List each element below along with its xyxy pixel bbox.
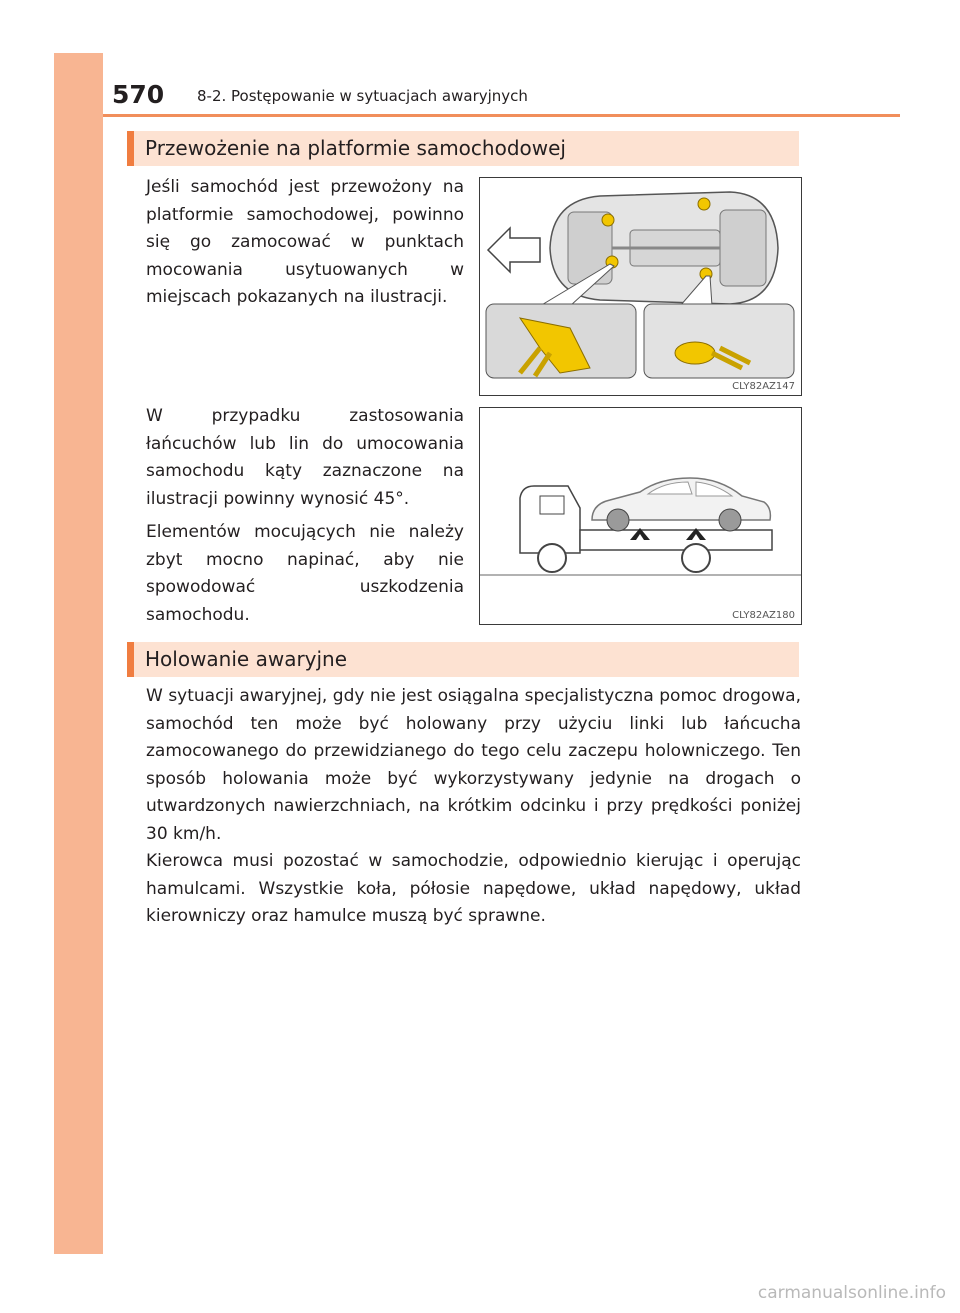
watermark: carmanualsonline.info <box>757 1283 946 1303</box>
truck-wheel-rear <box>682 544 710 572</box>
rear-hook-ring <box>675 342 715 364</box>
paragraph: Kierowca musi pozostać w samochodzie, odpowiednio kierując i operując hamulcami. Wszystkie koła, półosie napędowe, układ napędowy, układ kierowniczy oraz hamulce muszą być sprawne. <box>146 851 801 926</box>
paragraph: Jeśli samochód jest przewożony na platformie samochodowej, powinno się go zamocować w punktach mocowania usytuowanych w miejscach pokazanych na ilustracji. <box>146 177 464 307</box>
platform-intro-text <box>146 174 464 312</box>
paragraph: W przypadku zastosowania łańcuchów lub lin do umocowania samochodu kąty zaznaczone na ilustracji powinny wynosić 45°. <box>146 406 464 509</box>
front-arrow-icon <box>488 228 540 272</box>
tie-down-illustration <box>480 178 801 395</box>
section-accent <box>127 642 134 677</box>
tie-down-points-figure <box>479 177 802 396</box>
rear-anchor-point <box>698 198 710 210</box>
car-wheel-rear <box>719 509 741 531</box>
section-title: Holowanie awaryjne <box>145 647 348 671</box>
truck-wheel-front <box>538 544 566 572</box>
inset-rear-hook <box>644 304 794 378</box>
section-accent <box>127 131 134 166</box>
chapter-title: 8-2. Postępowanie w sytuacjach awaryjnych <box>197 87 528 105</box>
towing-text <box>146 683 801 931</box>
side-tab <box>54 53 103 1254</box>
rear-subframe <box>720 210 766 286</box>
platform-chain-text <box>146 403 464 629</box>
paragraph: Elementów mocujących nie należy zbyt mocno napinać, aby nie spowodować uszkodzenia samochodu. <box>146 522 464 625</box>
figure-code: CLY82AZ180 <box>732 610 795 621</box>
section-heading-platform <box>127 131 799 166</box>
front-anchor-point <box>602 214 614 226</box>
cab-window <box>540 496 564 514</box>
header-divider <box>103 114 900 117</box>
flatbed-illustration <box>480 408 801 624</box>
figure-code: CLY82AZ147 <box>732 381 795 392</box>
section-heading-towing <box>127 642 799 677</box>
section-title: Przewożenie na platformie samochodowej <box>145 136 566 160</box>
flatbed <box>580 530 772 550</box>
paragraph: W sytuacji awaryjnej, gdy nie jest osiągalna specjalistyczna pomoc drogowa, samochód ten może być holowany przy użyciu linki lub łańcucha zamocowanego do przewidzianego do tego celu zaczepu holowniczego. Ten sposób holowania może być wykorzystywany jedynie na drogach o utwardzonych nawierzchniach, na krótkim odcinku i przy prędkości poniżej 30 km/h. <box>146 686 801 844</box>
flatbed-figure <box>479 407 802 625</box>
page-number: 570 <box>112 80 165 109</box>
car-wheel-front <box>607 509 629 531</box>
